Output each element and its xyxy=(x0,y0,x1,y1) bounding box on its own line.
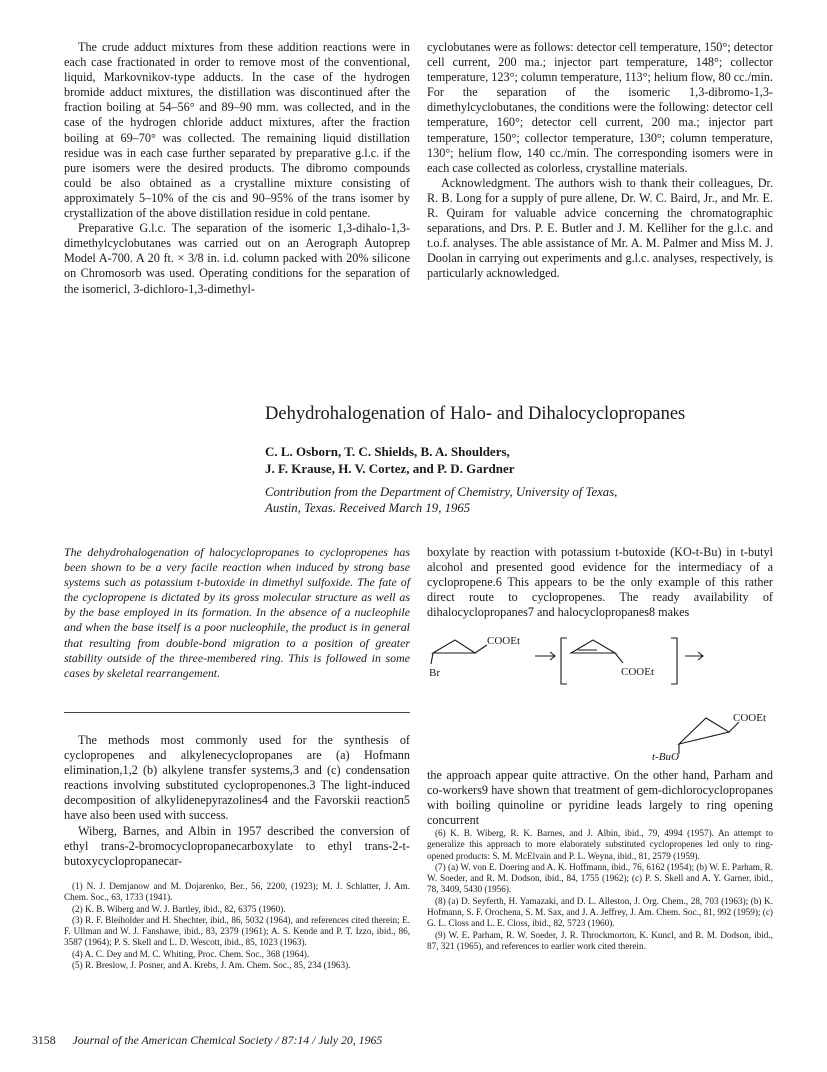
ester-bond xyxy=(475,645,487,653)
scheme-label-cooet: COOEt xyxy=(487,635,520,647)
paragraph: cyclobutanes were as follows: detector cell temperature, 150°; detector cell current, 200 ma.; injector part temperature, 148°; collector temperature, 123°; column temperature, 113°; helium flow, 80 cc./min. For the separation of the isomeric 1,3-dibromo-1,3-dimethylcyclobutanes, the conditions were the following: detector cell temperature, 160°; detector cell current, 200 ma.; injector part temperature, 150°; collector temperature, 130°; column temperature, 130°; helium flow, 140 cc./min. The corresponding isomers were in each case collected as colorless, crystalline materials. xyxy=(427,40,773,175)
top-right-column xyxy=(427,40,773,282)
top-left-column xyxy=(64,40,410,297)
bracket-right xyxy=(671,638,677,684)
cyclopropane-ring xyxy=(679,718,729,744)
abstract: The dehydrohalogenation of halocyclopropanes to cyclopropenes has been shown to be a very facile reaction when induced by strong base systems such as potassium t-butoxide in dimethyl sulfoxide. The fate of the cyclopropene is dictated by its gross molecular structure as well as by the base employed in its formation. In the absence of a nucleophile and when the base itself is a poor nucleophile, the product is in general that resulting from double-bond migration to a position of greater stability outside of the three-membered ring. This is followed in some cases by skeletal rearrangement. xyxy=(64,545,410,680)
cyclopropane-ring xyxy=(433,640,475,653)
page-footer xyxy=(32,1033,382,1048)
cyclopropene-ring xyxy=(571,640,615,653)
paragraph: The methods most commonly used for the synthesis of cyclopropenes and alkylenecyclopropanes are (a) Hofmann elimination,1,2 (b) alkylene transfer systems,3 and (c) condensation reactions involving substituted cyclopropenones.3 The light-induced decomposition of alkylidenepyrazolines4 and the Favorskii reaction5 have also been used with success. xyxy=(64,733,410,823)
paragraph: the approach appear quite attractive. On the other hand, Parham and co-workers9 have shown that treatment of gem-dichlorocyclopropanes with boiling quinoline or pyridine leads largely to ring opening concurrent xyxy=(427,768,773,828)
paragraph: Wiberg, Barnes, and Albin in 1957 described the conversion of ethyl trans-2-bromocyclopropanecarboxylate to ethyl trans-2-t-butoxycyclopropanecar- xyxy=(64,823,410,868)
footnotes-right xyxy=(427,828,773,952)
page-number: 3158 xyxy=(32,1033,56,1047)
paragraph: The crude adduct mixtures from these addition reactions were in each case fractionated in order to remove most of the conventional, liquid, Markovnikov-type adducts. In the case of the hydrogen bromide adduct mixtures, the distillation was discontinued after the fraction boiling at 54–56° and 89–90 mm. was collected, and in the case of the hydrogen chloride adduct mixtures, after the fraction boiling at 69–70° was collected. The remaining liquid distillation residue was in each case further separated by preparative g.l.c. if the pure isomers were the desired products. The dibromo compounds could be also obtained as a crystalline mixture consisting of approximately 5–10% of the cis and 90–95% of the trans isomer by crystallization of the above distillation residue in cold pentane. xyxy=(64,40,410,221)
ester-bond xyxy=(615,653,623,663)
intro-right-bottom xyxy=(427,768,773,828)
footnote: (7) (a) W. von E. Doering and A. K. Hoffmann, ibid., 76, 6162 (1954); (b) W. E. Parham, R. W. Soeder, and R. M. Dodson, ibid., 84, 1755 (1962); (c) P. S. Skell and A. Y. Garner, ibid., 78, 3409, 5430 (1956). xyxy=(427,861,773,895)
footnote: (6) K. B. Wiberg, R. K. Barnes, and J. Albin, ibid., 79, 4994 (1957). An attempt to generalize this approach to more elaborately substituted cyclopropenes led only to ring-opened products: S. M. McElvain and P. L. Weyna, ibid., 81, 2579 (1959). xyxy=(427,828,773,861)
footnote: (4) A. C. Dey and M. C. Whiting, Proc. Chem. Soc., 368 (1964). xyxy=(72,948,310,959)
scheme-label-cooet: COOEt xyxy=(733,712,766,724)
footnote: (5) R. Breslow, J. Posner, and A. Krebs, J. Am. Chem. Soc., 85, 234 (1963). xyxy=(72,960,351,971)
scheme-label-br: Br xyxy=(429,667,440,679)
footnote: (3) R. F. Bleiholder and H. Shechter, ibid., 86, 5032 (1964), and references cited therein; E. F. Ullman and W. J. Fanshawe, ibid., 83, 2379 (1961); A. S. Kende and P. T. Izzo, ibid., 86, 3587 (1964); P. S. Skell and L. D. Wescott, ibid., 85, 1023 (1963). xyxy=(64,914,410,948)
author-line: C. L. Osborn, T. C. Shields, B. A. Shoulders, xyxy=(265,444,510,459)
scheme-label-tbuo: t-BuO xyxy=(652,751,679,760)
affiliation-line: Austin, Texas. Received March 19, 1965 xyxy=(265,501,471,515)
paragraph: boxylate by reaction with potassium t-butoxide (KO-t-Bu) in t-butyl alcohol and presented good evidence for the intermediacy of a cyclopropene.6 This appears to be the only example of this rather direct route to cyclopropenes. The ready availability of dihalocyclopropanes7 and halocyclopropanes8 makes xyxy=(427,545,773,620)
footnote: (8) (a) D. Seyferth, H. Yamazaki, and D. L. Alleston, J. Org. Chem., 28, 703 (1963); (b) K. Hofmann, S. F. Orochena, S. M. Sax, and J. A. Jeffrey, J. Am. Chem. Soc., 81, 992 (1959); (c) G. L. Closs and L. E. Closs, ibid., 82, 5723 (1960). xyxy=(427,895,773,929)
journal-citation: Journal of the American Chemical Society / 87:14 / July 20, 1965 xyxy=(72,1033,383,1047)
bracket-left xyxy=(561,638,567,684)
paragraph: Preparative G.l.c. The separation of the isomeric 1,3-dihalo-1,3-dimethylcyclobutanes was carried out on an Aerograph Autoprep Model A-700. A 20 ft. × 3/8 in. i.d. column packed with 20% silicone on Chromosorb was used. Operating conditions for the separation of the isomericl, 3-dichloro-1,3-dimethyl- xyxy=(64,221,410,296)
footnote: (1) N. J. Demjanow and M. Dojarenko, Ber., 56, 2200, (1923); M. J. Schlatter, J. Am. Chem. Soc., 63, 1733 (1941). xyxy=(64,881,410,903)
paragraph: Acknowledgment. The authors wish to thank their colleagues, Dr. R. B. Long for a supply of pure allene, Dr. W. C. Baird, Jr., and Mr. E. R. Quiram for valuable advice concerning the chromatographic separations, and Drs. P. E. Butler and J. M. Kelliher for the g.l.c. and t.o.f. analyses. The able assistance of Mr. A. M. Palmer and Miss M. J. Doolan in carrying out experiments and g.l.c. analyses, respectively, is particularly acknowledged. xyxy=(427,175,773,281)
reaction-scheme xyxy=(427,612,773,760)
bromide-bond xyxy=(431,653,433,664)
scheme-label-cooet: COOEt xyxy=(621,666,654,678)
article-title: Dehydrohalogenation of Halo- and Dihalocyclopropanes xyxy=(265,404,686,424)
abstract-divider xyxy=(64,712,410,713)
intro-left-column xyxy=(64,733,410,869)
author-list xyxy=(265,443,515,477)
intro-right-top xyxy=(427,545,773,620)
footnotes-left xyxy=(64,881,410,971)
affiliation-line: Contribution from the Department of Chemistry, University of Texas, xyxy=(265,485,618,499)
footnote: (2) K. B. Wiberg and W. J. Bartley, ibid., 82, 6375 (1960). xyxy=(72,903,286,914)
footnote: (9) W. E. Parham, R. W. Soeder, J. R. Throckmorton, K. Kuncl, and R. M. Dodson, ibid., 87, 321 (1965), and references to earlier work cited therein. xyxy=(427,929,773,951)
author-line: J. F. Krause, H. V. Cortez, and P. D. Gardner xyxy=(265,461,515,476)
affiliation xyxy=(265,484,617,516)
